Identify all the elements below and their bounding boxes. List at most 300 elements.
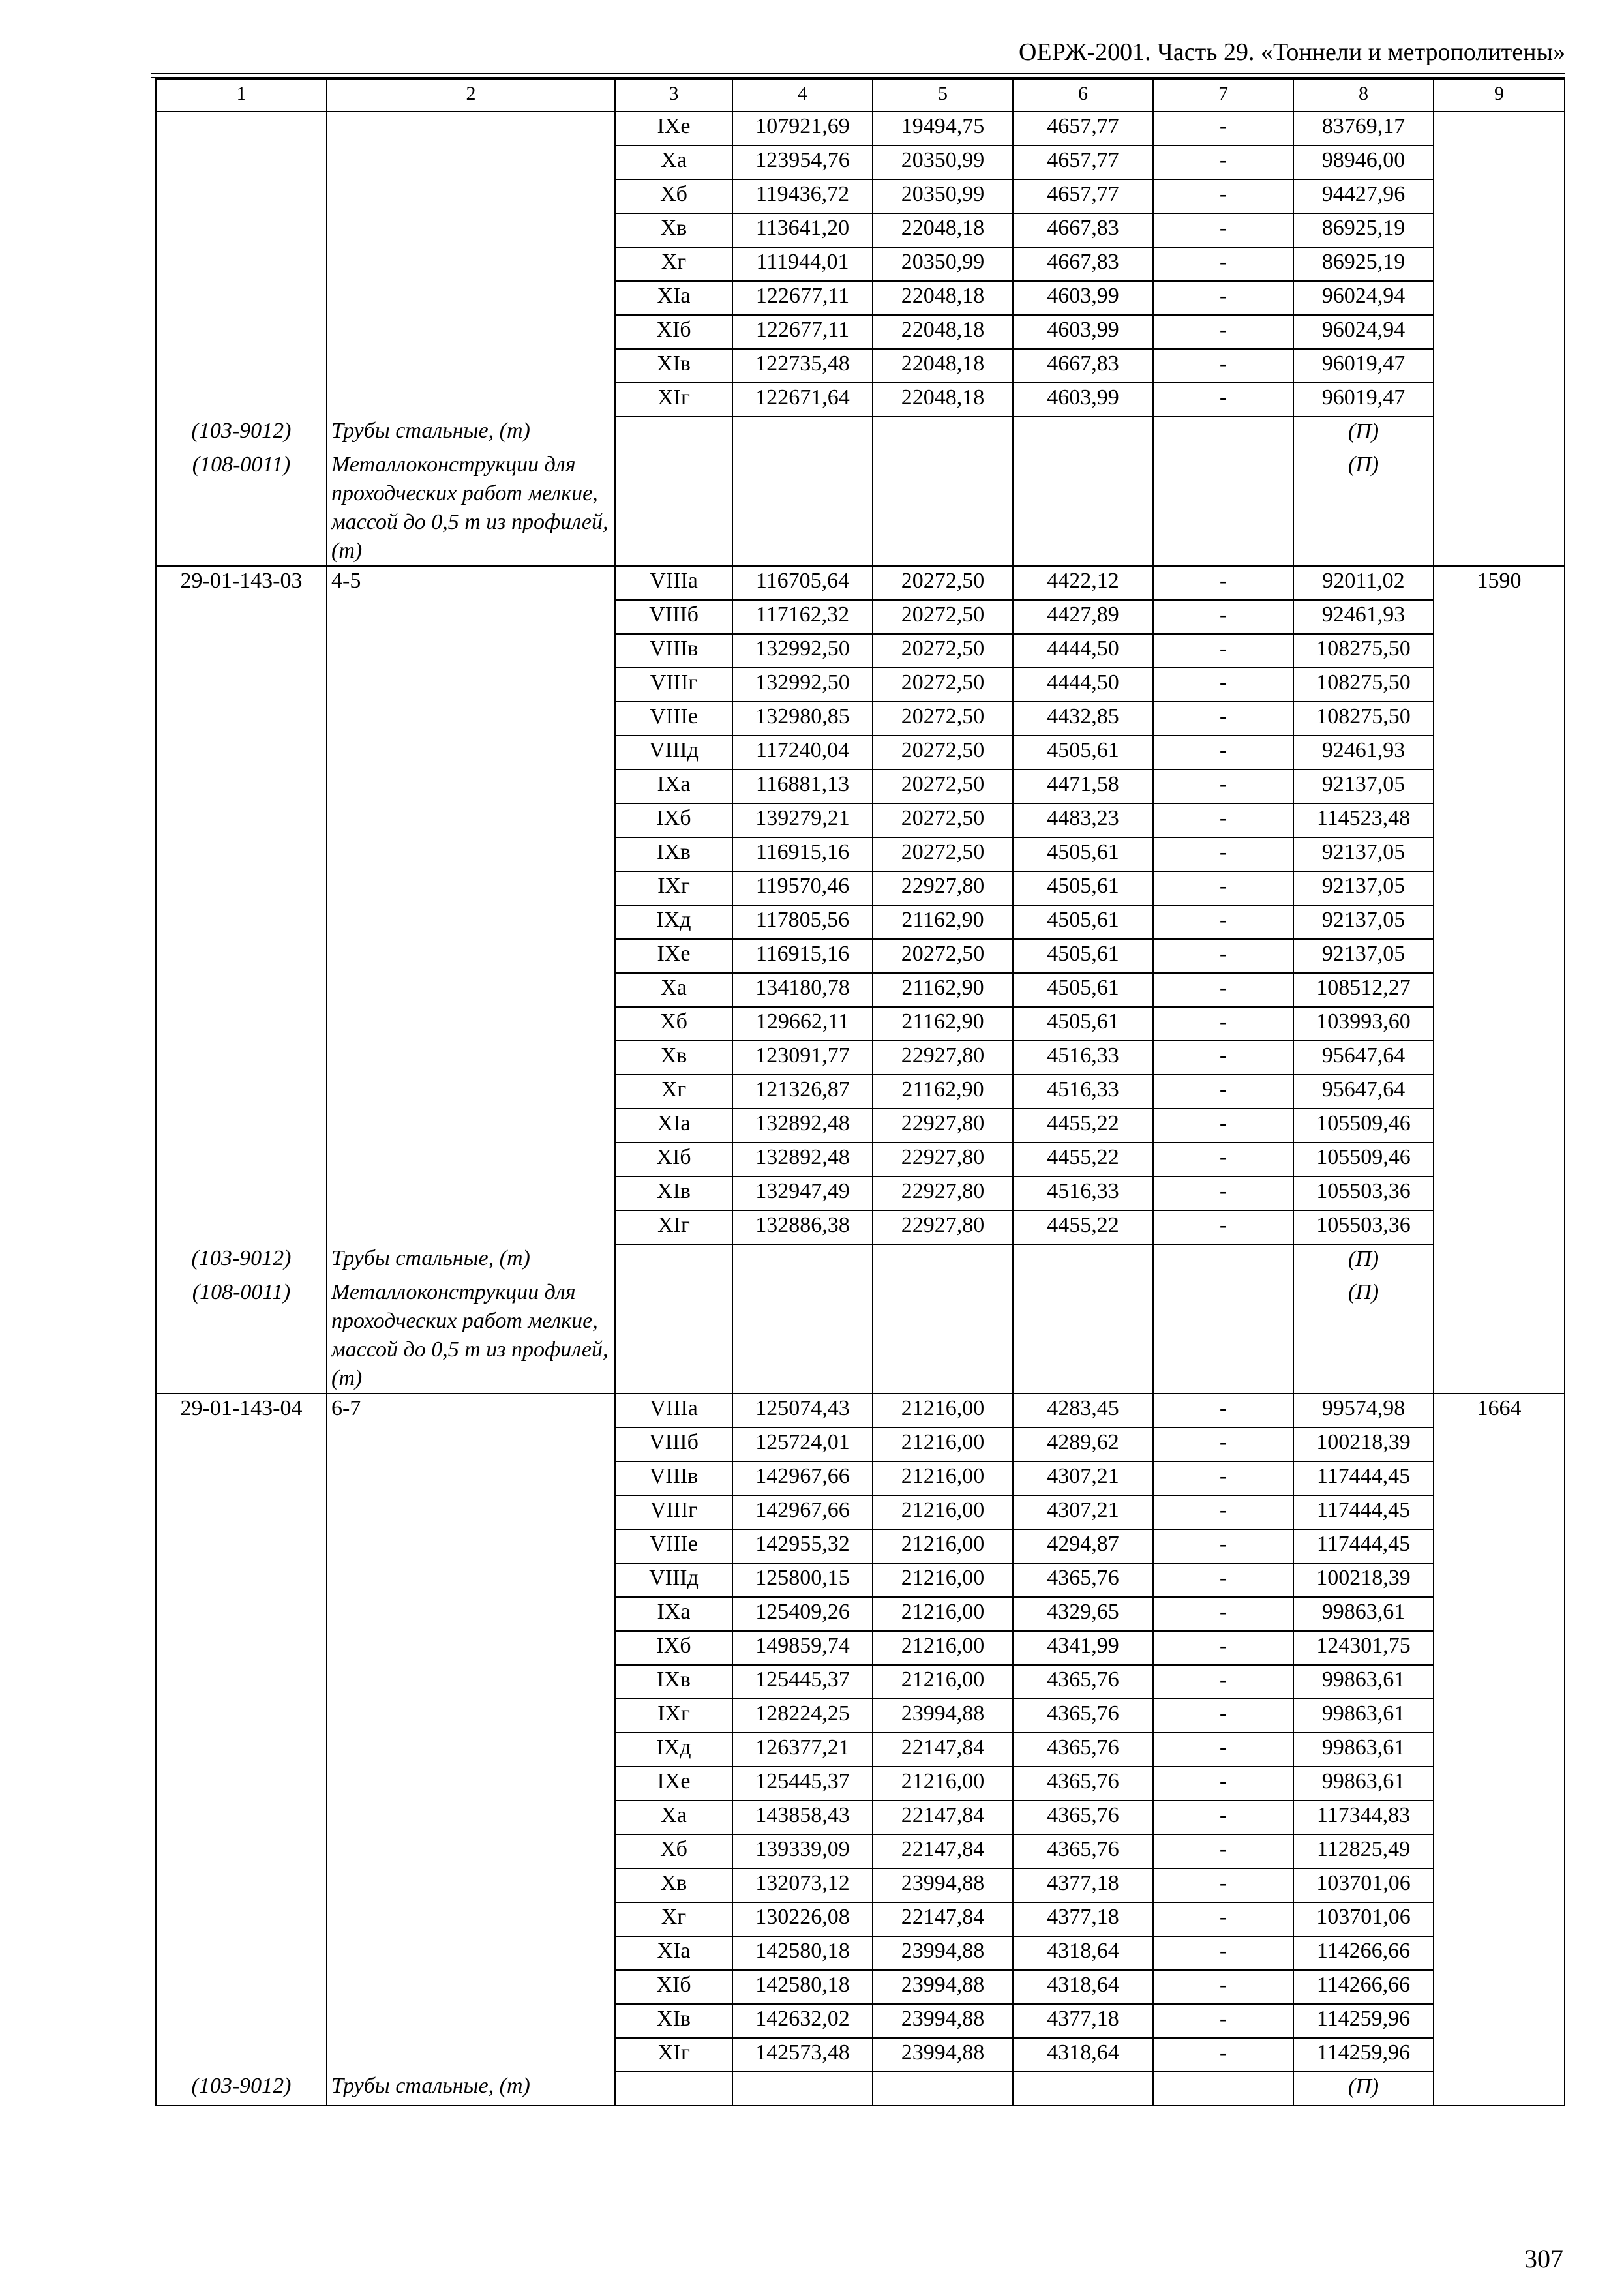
value-cell: VIIIб: [615, 1428, 732, 1461]
value-cell: IXе: [615, 939, 732, 973]
table-row: [156, 668, 1565, 702]
value-cell: IXг: [615, 871, 732, 905]
col9-cell: [1434, 213, 1565, 247]
value-cell: 96019,47: [1293, 349, 1434, 383]
value-cell: IXб: [615, 803, 732, 837]
value-cell: Xв: [615, 1868, 732, 1902]
table-row: [156, 1461, 1565, 1495]
rate-code-cell: [156, 383, 327, 417]
value-cell: 20272,50: [873, 837, 1013, 871]
rate-name-cell: [327, 281, 615, 315]
value-cell: 22048,18: [873, 281, 1013, 315]
rate-name-cell: [327, 1428, 615, 1461]
value-cell: -: [1153, 315, 1293, 349]
value-cell: XIв: [615, 2004, 732, 2038]
rate-name-cell: [327, 1563, 615, 1597]
col9-cell: [1434, 315, 1565, 349]
empty-cell: [615, 417, 732, 451]
value-cell: -: [1153, 1902, 1293, 1936]
value-cell: 125445,37: [732, 1767, 873, 1801]
value-cell: -: [1153, 349, 1293, 383]
value-cell: 4505,61: [1013, 905, 1153, 939]
table-row: [156, 973, 1565, 1007]
value-cell: 20272,50: [873, 736, 1013, 770]
rate-code-cell: [156, 1461, 327, 1495]
table-row: [156, 1801, 1565, 1834]
page-header: ОЕРЖ-2001. Часть 29. «Тоннели и метрополитены»: [1018, 38, 1565, 66]
value-cell: 142632,02: [732, 2004, 873, 2038]
table-row: [156, 213, 1565, 247]
rate-name-cell: [327, 1699, 615, 1733]
value-cell: 4444,50: [1013, 634, 1153, 668]
rate-code-cell: 29-01-143-03: [156, 566, 327, 600]
value-cell: -: [1153, 566, 1293, 600]
col9-cell: [1434, 1041, 1565, 1075]
value-cell: 116705,64: [732, 566, 873, 600]
col9-cell: [1434, 1007, 1565, 1041]
value-cell: -: [1153, 1075, 1293, 1109]
rate-name-cell: [327, 1902, 615, 1936]
value-cell: 103993,60: [1293, 1007, 1434, 1041]
value-cell: 96019,47: [1293, 383, 1434, 417]
empty-cell: [1013, 2072, 1153, 2106]
value-cell: VIIIа: [615, 1394, 732, 1428]
value-cell: 116881,13: [732, 770, 873, 803]
value-cell: IXе: [615, 112, 732, 145]
value-cell: -: [1153, 1868, 1293, 1902]
value-cell: 123954,76: [732, 145, 873, 179]
value-cell: -: [1153, 1563, 1293, 1597]
col9-cell: [1434, 2038, 1565, 2072]
rate-name-cell: [327, 973, 615, 1007]
value-cell: 114259,96: [1293, 2038, 1434, 2072]
value-cell: -: [1153, 1665, 1293, 1699]
value-cell: 4603,99: [1013, 281, 1153, 315]
rate-code-cell: [156, 1109, 327, 1143]
table-row: [156, 1834, 1565, 1868]
empty-cell: [1013, 1244, 1153, 1278]
value-cell: -: [1153, 1834, 1293, 1868]
col9-cell: [1434, 1176, 1565, 1210]
value-cell: 20272,50: [873, 668, 1013, 702]
table-row: [156, 1529, 1565, 1563]
value-cell: VIIIе: [615, 702, 732, 736]
table-row: [156, 1665, 1565, 1699]
empty-cell: [732, 1278, 873, 1394]
value-cell: 92011,02: [1293, 566, 1434, 600]
value-cell: 86925,19: [1293, 247, 1434, 281]
value-cell: IXг: [615, 1699, 732, 1733]
rate-name-cell: [327, 213, 615, 247]
value-cell: 105509,46: [1293, 1109, 1434, 1143]
value-cell: 105503,36: [1293, 1176, 1434, 1210]
value-cell: 113641,20: [732, 213, 873, 247]
value-cell: VIIIв: [615, 1461, 732, 1495]
table-row: [156, 736, 1565, 770]
rate-code-cell: [156, 600, 327, 634]
value-cell: 98946,00: [1293, 145, 1434, 179]
value-cell: -: [1153, 1631, 1293, 1665]
table-row: [156, 315, 1565, 349]
value-cell: IXа: [615, 770, 732, 803]
value-cell: 21162,90: [873, 1075, 1013, 1109]
value-cell: 105503,36: [1293, 1210, 1434, 1244]
rate-name-cell: 4-5: [327, 566, 615, 600]
value-cell: 22927,80: [873, 1041, 1013, 1075]
value-cell: 4603,99: [1013, 383, 1153, 417]
rate-name-cell: [327, 179, 615, 213]
value-cell: IXб: [615, 1631, 732, 1665]
column-number-row: [156, 79, 1565, 112]
rate-name-cell: [327, 145, 615, 179]
rate-code-cell: [156, 871, 327, 905]
rate-code-cell: [156, 1041, 327, 1075]
value-cell: 124301,75: [1293, 1631, 1434, 1665]
rate-name-cell: [327, 702, 615, 736]
empty-cell: [615, 1244, 732, 1278]
material-name-cell: Металлоконструкции для проходческих работ мелкие, массой до 0,5 т из профилей, (т): [327, 1278, 615, 1394]
value-cell: 4329,65: [1013, 1597, 1153, 1631]
value-cell: Xг: [615, 1902, 732, 1936]
value-cell: 132992,50: [732, 634, 873, 668]
value-cell: 149859,74: [732, 1631, 873, 1665]
rate-code-cell: [156, 349, 327, 383]
rate-code-cell: [156, 770, 327, 803]
value-cell: XIв: [615, 349, 732, 383]
empty-cell: [1153, 451, 1293, 566]
col9-cell: [1434, 1495, 1565, 1529]
table-row: [156, 566, 1565, 600]
table-row: [156, 247, 1565, 281]
header-rule-top: [151, 73, 1565, 74]
material-name-cell: Трубы стальные, (т): [327, 1244, 615, 1278]
rate-code-cell: [156, 112, 327, 145]
value-cell: Xв: [615, 213, 732, 247]
value-cell: 4505,61: [1013, 837, 1153, 871]
empty-cell: [1434, 451, 1565, 566]
table-row: [156, 112, 1565, 145]
table-row: [156, 1210, 1565, 1244]
value-cell: 100218,39: [1293, 1428, 1434, 1461]
rate-name-cell: [327, 1733, 615, 1767]
value-cell: 108275,50: [1293, 702, 1434, 736]
col9-cell: [1434, 770, 1565, 803]
empty-cell: [732, 1244, 873, 1278]
value-cell: -: [1153, 770, 1293, 803]
value-cell: 21216,00: [873, 1665, 1013, 1699]
col9-cell: [1434, 1665, 1565, 1699]
value-cell: 20272,50: [873, 770, 1013, 803]
col9-cell: [1434, 1868, 1565, 1902]
value-cell: 108512,27: [1293, 973, 1434, 1007]
value-cell: -: [1153, 600, 1293, 634]
rate-name-cell: [327, 315, 615, 349]
column-number: 1: [156, 79, 327, 112]
value-cell: 23994,88: [873, 1970, 1013, 2004]
value-cell: 4505,61: [1013, 939, 1153, 973]
value-cell: 22927,80: [873, 1210, 1013, 1244]
value-cell: 117444,45: [1293, 1461, 1434, 1495]
value-cell: 22048,18: [873, 383, 1013, 417]
value-cell: 123091,77: [732, 1041, 873, 1075]
value-cell: 4455,22: [1013, 1210, 1153, 1244]
value-cell: 132992,50: [732, 668, 873, 702]
table-row: [156, 1041, 1565, 1075]
value-cell: 4505,61: [1013, 973, 1153, 1007]
empty-cell: [873, 1244, 1013, 1278]
value-cell: 128224,25: [732, 1699, 873, 1733]
rate-name-cell: [327, 1007, 615, 1041]
rate-name-cell: [327, 668, 615, 702]
rate-name-cell: [327, 247, 615, 281]
value-cell: 99863,61: [1293, 1767, 1434, 1801]
value-cell: -: [1153, 702, 1293, 736]
value-cell: 139339,09: [732, 1834, 873, 1868]
value-cell: 112825,49: [1293, 1834, 1434, 1868]
value-cell: 4471,58: [1013, 770, 1153, 803]
value-cell: IXа: [615, 1597, 732, 1631]
rate-code-cell: [156, 1075, 327, 1109]
value-cell: -: [1153, 1109, 1293, 1143]
value-cell: VIIIа: [615, 566, 732, 600]
value-cell: 4365,76: [1013, 1733, 1153, 1767]
value-cell: XIа: [615, 1936, 732, 1970]
value-cell: -: [1153, 2004, 1293, 2038]
col9-cell: [1434, 1563, 1565, 1597]
rate-name-cell: [327, 803, 615, 837]
value-cell: 23994,88: [873, 1868, 1013, 1902]
rate-name-cell: [327, 1868, 615, 1902]
value-cell: 126377,21: [732, 1733, 873, 1767]
value-cell: 4377,18: [1013, 1902, 1153, 1936]
material-code-cell: (103-9012): [156, 1244, 327, 1278]
rate-code-cell: 29-01-143-04: [156, 1394, 327, 1428]
value-cell: Xб: [615, 1834, 732, 1868]
value-cell: Xб: [615, 1007, 732, 1041]
value-cell: 4365,76: [1013, 1767, 1153, 1801]
value-cell: 4667,83: [1013, 213, 1153, 247]
empty-cell: [732, 451, 873, 566]
rate-name-cell: [327, 1041, 615, 1075]
value-cell: -: [1153, 1176, 1293, 1210]
empty-cell: [1013, 451, 1153, 566]
value-cell: 4455,22: [1013, 1109, 1153, 1143]
rate-code-cell: [156, 702, 327, 736]
empty-cell: [873, 451, 1013, 566]
value-cell: -: [1153, 1007, 1293, 1041]
value-cell: 22048,18: [873, 213, 1013, 247]
value-cell: 83769,17: [1293, 112, 1434, 145]
table-row: [156, 600, 1565, 634]
rate-code-cell: [156, 213, 327, 247]
rate-name-cell: [327, 349, 615, 383]
value-cell: 143858,43: [732, 1801, 873, 1834]
value-cell: 4603,99: [1013, 315, 1153, 349]
value-cell: 134180,78: [732, 973, 873, 1007]
value-cell: 95647,64: [1293, 1041, 1434, 1075]
value-cell: 22147,84: [873, 1834, 1013, 1868]
material-name-cell: Металлоконструкции для проходческих работ мелкие, массой до 0,5 т из профилей, (т): [327, 451, 615, 566]
col9-cell: [1434, 736, 1565, 770]
value-cell: IXд: [615, 905, 732, 939]
rate-name-cell: [327, 1143, 615, 1176]
value-cell: 132892,48: [732, 1143, 873, 1176]
table-row: [156, 1495, 1565, 1529]
rate-code-cell: [156, 1733, 327, 1767]
table-row: [156, 803, 1565, 837]
material-unit-cell: (П): [1293, 1244, 1434, 1278]
rate-code-cell: [156, 1665, 327, 1699]
value-cell: 125074,43: [732, 1394, 873, 1428]
table-row: [156, 1733, 1565, 1767]
empty-cell: [1434, 1278, 1565, 1394]
rate-code-cell: [156, 1563, 327, 1597]
table-row: [156, 702, 1565, 736]
value-cell: 20272,50: [873, 600, 1013, 634]
value-cell: XIг: [615, 2038, 732, 2072]
value-cell: 99863,61: [1293, 1699, 1434, 1733]
rate-name-cell: [327, 634, 615, 668]
column-number: 4: [732, 79, 873, 112]
value-cell: 21162,90: [873, 973, 1013, 1007]
rate-name-cell: [327, 905, 615, 939]
value-cell: 20272,50: [873, 634, 1013, 668]
table-row: [156, 2038, 1565, 2072]
rates-table: [155, 78, 1565, 2106]
table-row: [156, 634, 1565, 668]
value-cell: -: [1153, 213, 1293, 247]
col9-cell: [1434, 803, 1565, 837]
rate-code-cell: [156, 1631, 327, 1665]
rate-code-cell: [156, 1007, 327, 1041]
value-cell: 20272,50: [873, 803, 1013, 837]
table-row: [156, 1563, 1565, 1597]
value-cell: 103701,06: [1293, 1902, 1434, 1936]
material-row: [156, 2072, 1565, 2106]
rate-code-cell: [156, 1495, 327, 1529]
value-cell: 117344,83: [1293, 1801, 1434, 1834]
value-cell: 20272,50: [873, 702, 1013, 736]
value-cell: -: [1153, 1143, 1293, 1176]
rate-code-cell: [156, 247, 327, 281]
value-cell: 92137,05: [1293, 939, 1434, 973]
value-cell: -: [1153, 1210, 1293, 1244]
value-cell: 108275,50: [1293, 634, 1434, 668]
value-cell: 22147,84: [873, 1801, 1013, 1834]
value-cell: 99863,61: [1293, 1733, 1434, 1767]
rate-code-cell: [156, 315, 327, 349]
rate-code-cell: [156, 1834, 327, 1868]
value-cell: 4516,33: [1013, 1041, 1153, 1075]
value-cell: 122677,11: [732, 315, 873, 349]
rate-name-cell: [327, 837, 615, 871]
table-row: [156, 1936, 1565, 1970]
value-cell: 132073,12: [732, 1868, 873, 1902]
value-cell: 116915,16: [732, 837, 873, 871]
value-cell: -: [1153, 973, 1293, 1007]
value-cell: VIIIе: [615, 1529, 732, 1563]
value-cell: 125724,01: [732, 1428, 873, 1461]
table-row: [156, 837, 1565, 871]
value-cell: -: [1153, 1428, 1293, 1461]
value-cell: Xа: [615, 145, 732, 179]
value-cell: -: [1153, 1970, 1293, 2004]
value-cell: 21216,00: [873, 1495, 1013, 1529]
value-cell: 21216,00: [873, 1394, 1013, 1428]
value-cell: 132892,48: [732, 1109, 873, 1143]
value-cell: 117444,45: [1293, 1495, 1434, 1529]
value-cell: -: [1153, 383, 1293, 417]
value-cell: XIа: [615, 281, 732, 315]
value-cell: 94427,96: [1293, 179, 1434, 213]
value-cell: 4318,64: [1013, 2038, 1153, 2072]
table-row: [156, 1007, 1565, 1041]
table-row: [156, 281, 1565, 315]
rate-name-cell: [327, 1767, 615, 1801]
col9-cell: [1434, 905, 1565, 939]
rate-name-cell: [327, 1529, 615, 1563]
value-cell: 4307,21: [1013, 1495, 1153, 1529]
col9-cell: [1434, 837, 1565, 871]
empty-cell: [1434, 417, 1565, 451]
table-row: [156, 1699, 1565, 1733]
value-cell: 103701,06: [1293, 1868, 1434, 1902]
material-unit-cell: (П): [1293, 1278, 1434, 1394]
table-row: [156, 1394, 1565, 1428]
material-unit-cell: (П): [1293, 451, 1434, 566]
value-cell: 129662,11: [732, 1007, 873, 1041]
empty-cell: [615, 1278, 732, 1394]
material-unit-cell: (П): [1293, 2072, 1434, 2106]
value-cell: 4505,61: [1013, 736, 1153, 770]
rate-code-cell: [156, 837, 327, 871]
value-cell: 125445,37: [732, 1665, 873, 1699]
table-row: [156, 939, 1565, 973]
value-cell: VIIIв: [615, 634, 732, 668]
rate-code-cell: [156, 668, 327, 702]
value-cell: 4318,64: [1013, 1970, 1153, 2004]
empty-cell: [1153, 1278, 1293, 1394]
value-cell: 20272,50: [873, 939, 1013, 973]
col9-cell: [1434, 1699, 1565, 1733]
value-cell: VIIIд: [615, 1563, 732, 1597]
value-cell: 96024,94: [1293, 315, 1434, 349]
value-cell: 4657,77: [1013, 179, 1153, 213]
value-cell: 99863,61: [1293, 1665, 1434, 1699]
col9-cell: [1434, 1210, 1565, 1244]
value-cell: 4283,45: [1013, 1394, 1153, 1428]
col9-cell: [1434, 1801, 1565, 1834]
empty-cell: [1434, 1244, 1565, 1278]
value-cell: 22048,18: [873, 315, 1013, 349]
value-cell: 4516,33: [1013, 1176, 1153, 1210]
table-row: [156, 1767, 1565, 1801]
material-code-cell: (103-9012): [156, 417, 327, 451]
empty-cell: [1013, 417, 1153, 451]
col9-cell: [1434, 1529, 1565, 1563]
value-cell: 20350,99: [873, 247, 1013, 281]
col9-cell: [1434, 349, 1565, 383]
value-cell: -: [1153, 871, 1293, 905]
value-cell: 111944,01: [732, 247, 873, 281]
column-number: 3: [615, 79, 732, 112]
material-row: [156, 1244, 1565, 1278]
value-cell: 119436,72: [732, 179, 873, 213]
value-cell: -: [1153, 1597, 1293, 1631]
rate-name-cell: [327, 770, 615, 803]
col9-cell: [1434, 1461, 1565, 1495]
value-cell: 121326,87: [732, 1075, 873, 1109]
